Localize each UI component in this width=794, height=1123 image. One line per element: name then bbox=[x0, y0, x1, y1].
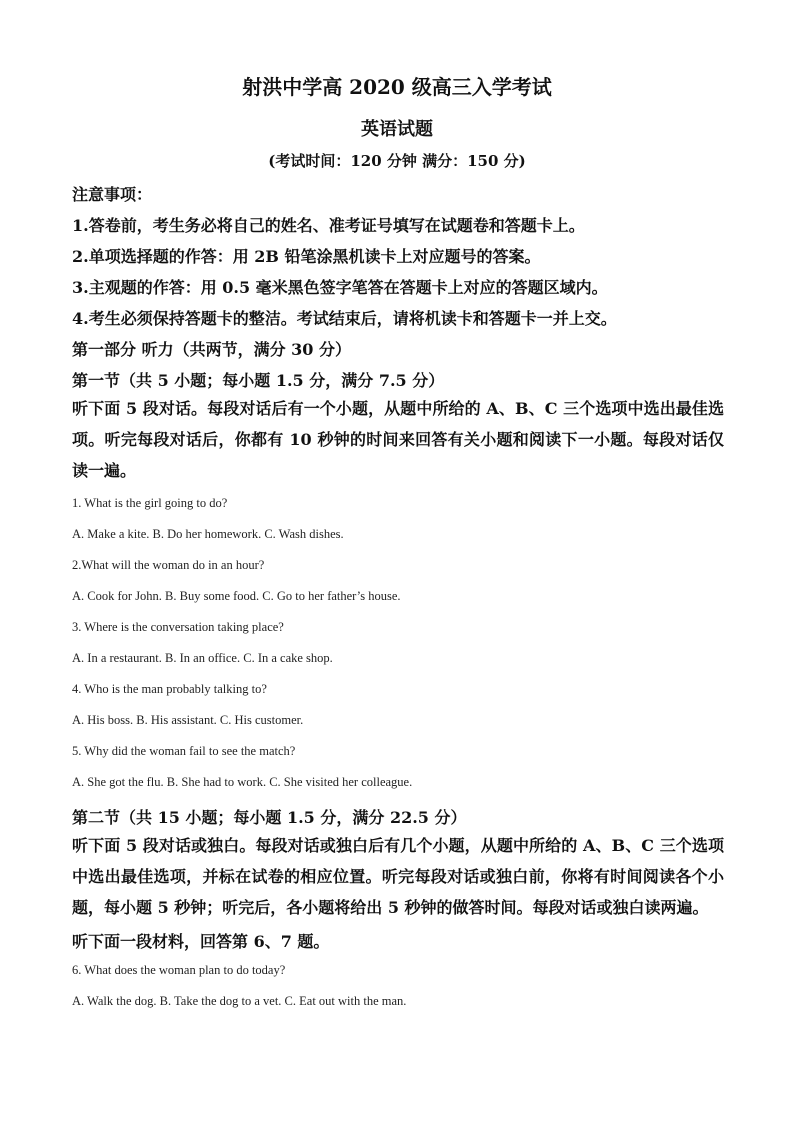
section1-heading: 第一节（共 5 小题；每小题 1.5 分，满分 7.5 分） bbox=[72, 371, 445, 390]
section1-instructions: 听下面 5 段对话。每段对话后有一个小题，从题中所给的 A、B、C 三个选项中选出最佳选项。听完每段对话后，你都有 10 秒钟的时间来回答有关小题和阅读下一小题。每段对话仅读一遍。 bbox=[72, 399, 724, 480]
question-options: A. Make a kite. B. Do her homework. C. Wash dishes. bbox=[72, 527, 344, 541]
question-text: 6. What does the woman plan to do today? bbox=[72, 963, 286, 977]
question-options: A. His boss. B. His assistant. C. His customer. bbox=[72, 713, 304, 727]
notice-item: 1.答卷前，考生务必将自己的姓名、准考证号填写在试题卷和答题卡上。 bbox=[72, 216, 585, 235]
exam-info: (考试时间：120 分钟 满分：150 分) bbox=[268, 152, 526, 170]
section2-heading: 第二节（共 15 小题；每小题 1.5 分，满分 22.5 分） bbox=[72, 808, 467, 827]
question-text: 1. What is the girl going to do? bbox=[72, 496, 228, 510]
section2-instructions: 听下面 5 段对话或独白。每段对话或独白后有几个小题，从题中所给的 A、B、C 三个选项中选出最佳选项，并标在试卷的相应位置。听完每段对话或独白前，你将有时间阅读各个小题，每小题 5 秒钟；听完后，各小题将给出 5 秒钟的做答时间。每段对话或独白读两遍。 bbox=[72, 836, 724, 917]
question-options: A. She got the flu. B. She had to work. C. She visited her colleague. bbox=[72, 775, 413, 789]
notice-item: 4.考生必须保持答题卡的整洁。考试结束后，请将机读卡和答题卡一并上交。 bbox=[72, 309, 617, 328]
notice-item: 2.单项选择题的作答：用 2B 铅笔涂黑机读卡上对应题号的答案。 bbox=[72, 247, 541, 266]
notice-item: 3.主观题的作答：用 0.5 毫米黑色签字笔答在答题卡上对应的答题区域内。 bbox=[72, 278, 608, 297]
material-intro: 听下面一段材料，回答第 6、7 题。 bbox=[72, 932, 330, 951]
question-options: A. Cook for John. B. Buy some food. C. Go to her father’s house. bbox=[72, 589, 401, 603]
question-text: 4. Who is the man probably talking to? bbox=[72, 682, 267, 696]
question-text: 2.What will the woman do in an hour? bbox=[72, 558, 265, 572]
exam-title: 射洪中学高 2020 级高三入学考试 bbox=[242, 75, 552, 99]
notice-heading: 注意事项： bbox=[72, 185, 153, 204]
subject-title: 英语试题 bbox=[361, 119, 433, 140]
part1-heading: 第一部分 听力（共两节，满分 30 分） bbox=[72, 340, 351, 359]
question-options: A. Walk the dog. B. Take the dog to a vet. C. Eat out with the man. bbox=[72, 994, 407, 1008]
question-options: A. In a restaurant. B. In an office. C. In a cake shop. bbox=[72, 651, 333, 665]
question-text: 3. Where is the conversation taking place? bbox=[72, 620, 284, 634]
question-text: 5. Why did the woman fail to see the match? bbox=[72, 744, 296, 758]
